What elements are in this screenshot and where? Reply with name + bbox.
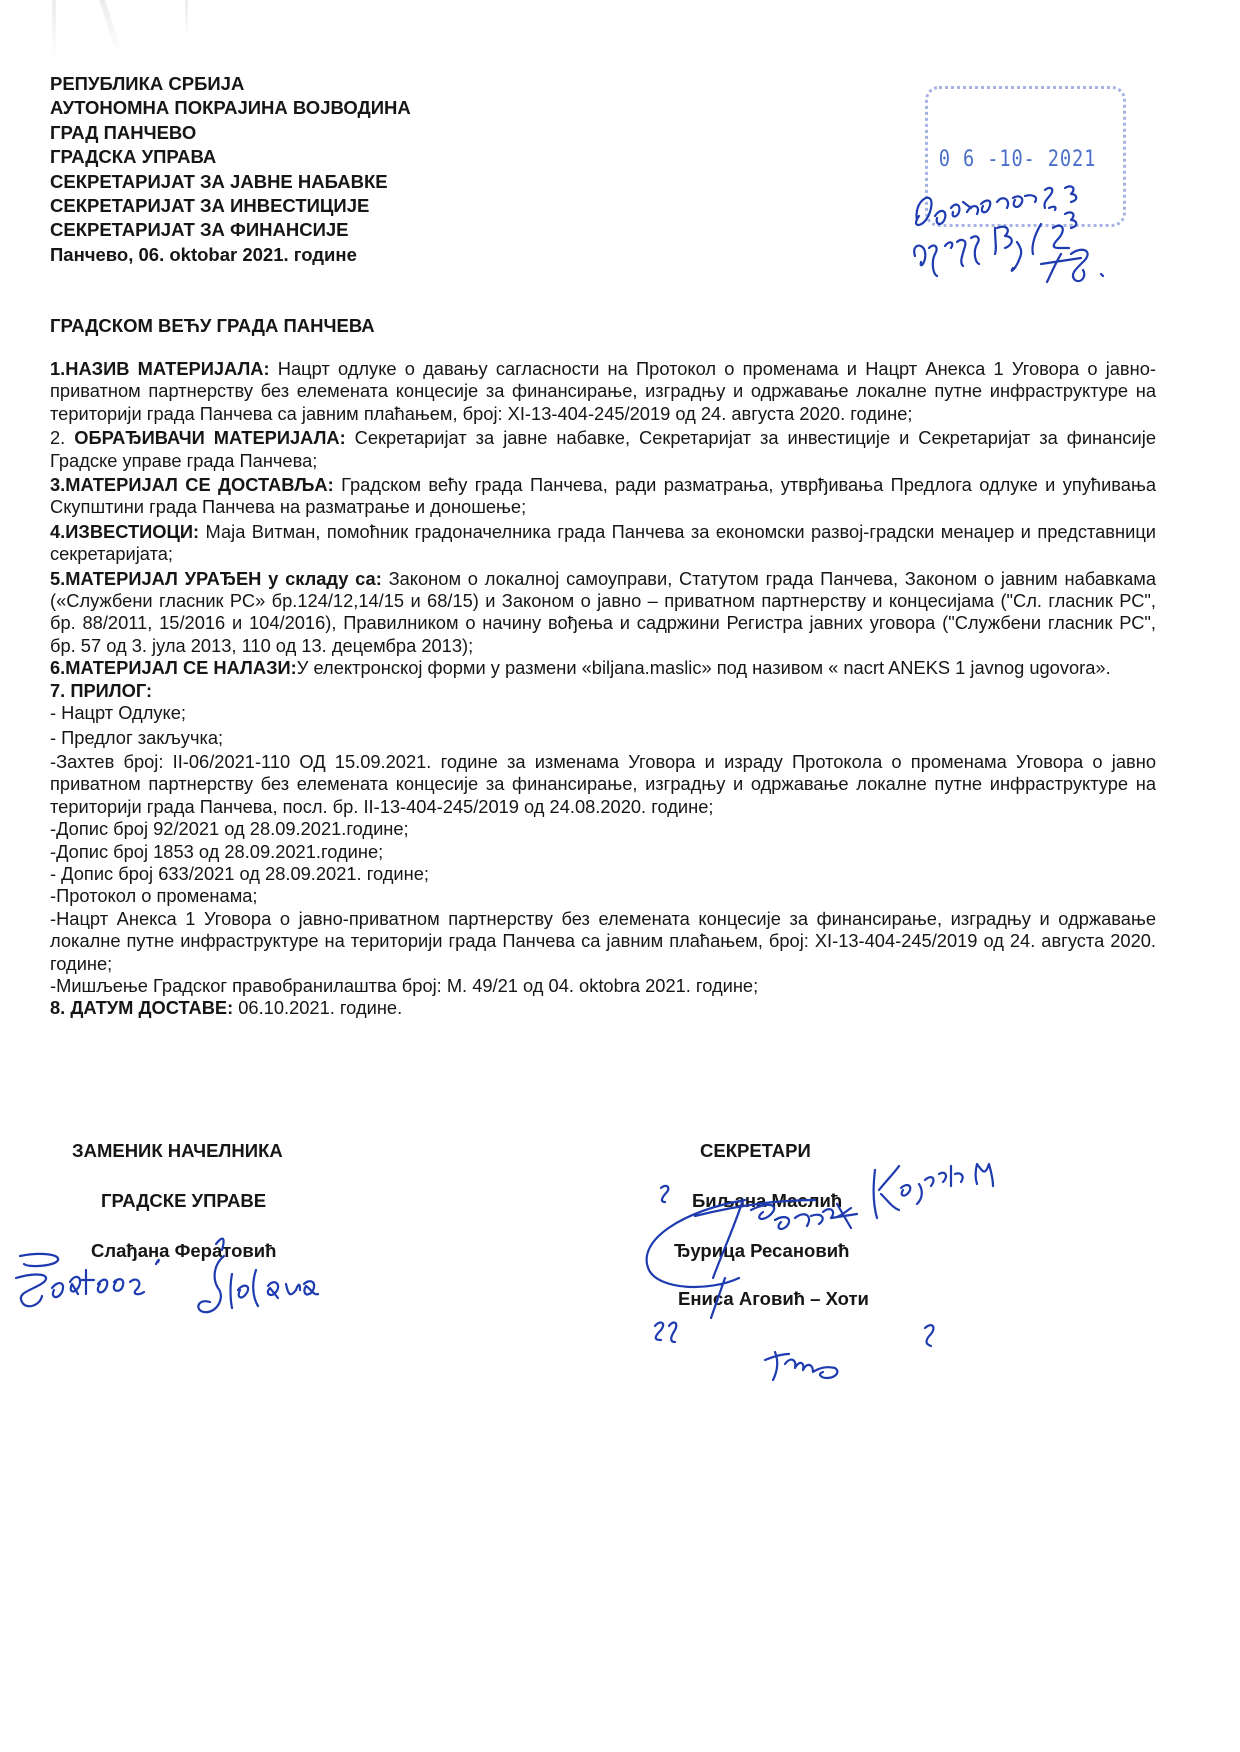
attachment-item: -Нацрт Анекса 1 Уговора о јавно-приватном партнерству без елемената концесије за финансирање, изградњу и одржавање локалне путне инфраструктуре на територији града Панчева са јавним плаћањем, број: XI-13-404-245/2019 од 24. августа 2020. године; (50, 907, 1156, 974)
attachment-item: - Допис број 633/2021 од 28.09.2021. године; (50, 862, 429, 884)
section-label: 4.ИЗВЕСТИОЦИ: (50, 520, 200, 542)
section-label: 3.МАТЕРИЈАЛ СЕ ДОСТАВЉА: (50, 474, 334, 496)
section-text: Нацрт одлуке о давању сагласности на Протокол о променама и Нацрт Анекса 1 Уговора о јавно-приватном партнерству без елемената концесије за финансирање, изградњу и одржавање локалне путне инфраструктуре на територији града Панчева са јавним плаћањем, број: XI-13-404-245/2019 од 24. августа 2020. године; (50, 358, 1156, 424)
signatory-title-line2: ГРАДСКЕ УПРАВЕ (101, 1190, 267, 1211)
signatory-name: Слађана Фератовић (91, 1240, 277, 1261)
stamp-date: 0 6 -10- 2021 (938, 147, 1097, 172)
received-stamp (905, 78, 1130, 278)
header-place-date: Панчево, 06. oktobar 2021. године (50, 243, 357, 265)
section-text: У електронској форми у размени «biljana.maslic» под називом « nacrt ANEKS 1 javnog ugovora». (296, 657, 1111, 679)
attachment-item: - Предлог закључка; (50, 726, 224, 748)
section-delivered-to (50, 474, 1156, 519)
section-delivery-date (50, 997, 1156, 1019)
section-label: 5.МАТЕРИЈАЛ УРАЂЕН у складу са: (50, 567, 382, 589)
attachments-label: 7. ПРИЛОГ: (50, 679, 153, 701)
attachment-item: -Протокол о променама; (50, 885, 258, 907)
section-label: 6.МАТЕРИЈАЛ СЕ НАЛАЗИ: (50, 657, 297, 679)
section-legal-basis (50, 568, 1156, 658)
header-line-republic: РЕПУБЛИКА СРБИЈА (50, 73, 245, 94)
secretaries-title: СЕКРЕТАРИ (700, 1140, 811, 1161)
section-prefix: 2. (50, 427, 75, 449)
issuer-header (50, 72, 411, 267)
attachments-heading (50, 680, 1156, 702)
section-rapporteurs (50, 521, 1156, 566)
section-material-title (50, 358, 1156, 425)
section-location (50, 657, 1156, 679)
scan-artifact (52, 0, 56, 60)
header-line-administration: ГРАДСКА УПРАВА (50, 146, 217, 168)
header-line-province: АУТОНОМНА ПОКРАЈИНА ВОЈВОДИНА (50, 97, 411, 119)
handwritten-receipt-note (905, 78, 1130, 278)
addressee: ГРАДСКОМ ВЕЋУ ГРАДА ПАНЧЕВА (50, 315, 375, 336)
secretary-name-agovic-hoti: Ениса Аговић – Хоти (678, 1288, 869, 1309)
attachment-item: -Допис број 92/2021 од 28.09.2021.године; (50, 818, 409, 840)
section-text: Законом о локалној самоуправи, Статутом града Панчева, Законом о јавним набавкама («Службени гласник РС» бр.124/12,14/15 и 68/15) и Законом о јавно – приватном партнерству и концесијама ("Сл. гласник РС", бр. 88/2011, 15/2016 и 104/2016), Правилником о начину вођења и садржини Регистра јавних уговора ("Службени гласник РС", бр. 57 од 3. јула 2013, 110 од 13. децембра 2013); (50, 567, 1156, 656)
header-line-secretariat-investments: СЕКРЕТАРИЈАТ ЗА ИНВЕСТИЦИЈЕ (50, 195, 370, 217)
section-authors (50, 427, 1156, 472)
section-text: Секретаријат за јавне набавке, Секретаријат за инвестиције и Секретаријат за финансије Градске управе града Панчева; (50, 427, 1157, 471)
section-text: 06.10.2021. године. (233, 997, 403, 1019)
section-label: 8. ДАТУМ ДОСТАВЕ: (50, 997, 234, 1019)
header-line-secretariat-procurement: СЕКРЕТАРИЈАТ ЗА ЈАВНЕ НАБАВКЕ (50, 170, 388, 192)
scan-artifact (99, 0, 123, 55)
section-text: Градском већу града Панчева, ради разматрања, утврђивања Предлога одлуке и упућивања Скупштини града Панчева на разматрање и доношење; (50, 474, 1156, 518)
signatory-title-line1: ЗАМЕНИК НАЧЕЛНИКА (72, 1140, 283, 1161)
handwritten-signatures-secretaries (625, 1160, 1075, 1390)
secretary-name-resanovic: Ђурица Ресановић (674, 1240, 850, 1261)
section-label: 1.НАЗИВ МАТЕРИЈАЛА: (50, 358, 270, 379)
header-line-city: ГРАД ПАНЧЕВО (50, 121, 197, 143)
section-label: ОБРАЂИВАЧИ МАТЕРИЈАЛА: (74, 427, 346, 449)
document-body (50, 358, 1156, 1020)
attachment-item: -Захтев број: II-06/2021-110 ОД 15.09.2021. године за изменама Уговора и израду Протокола о променама Уговора о јавно приватном партнерству без елемената концесије за финансирање, изградњу и одржавање локалне путне инфраструктуре на територији града Панчева, посл. бр. II-13-404-245/2019 од 24.08.2020. године; (50, 750, 1156, 817)
attachment-item: -Мишљење Градског правобранилаштва број: М. 49/21 од 04. oktobra 2021. године; (50, 974, 759, 996)
section-text: Маја Витман, помоћник градоначелника града Панчева за економски развој-градски менаџер и представници секретаријата; (50, 520, 1156, 565)
attachment-item: -Допис број 1853 од 28.09.2021.године; (50, 840, 384, 862)
scan-artifact (185, 0, 188, 40)
header-line-secretariat-finance: СЕКРЕТАРИЈАТ ЗА ФИНАНСИЈЕ (50, 219, 349, 241)
handwritten-signature-feratovic (6, 1250, 406, 1330)
attachment-item: - Нацрт Одлуке; (50, 702, 186, 724)
secretary-name-maslic: Биљана Маслић (692, 1190, 843, 1211)
